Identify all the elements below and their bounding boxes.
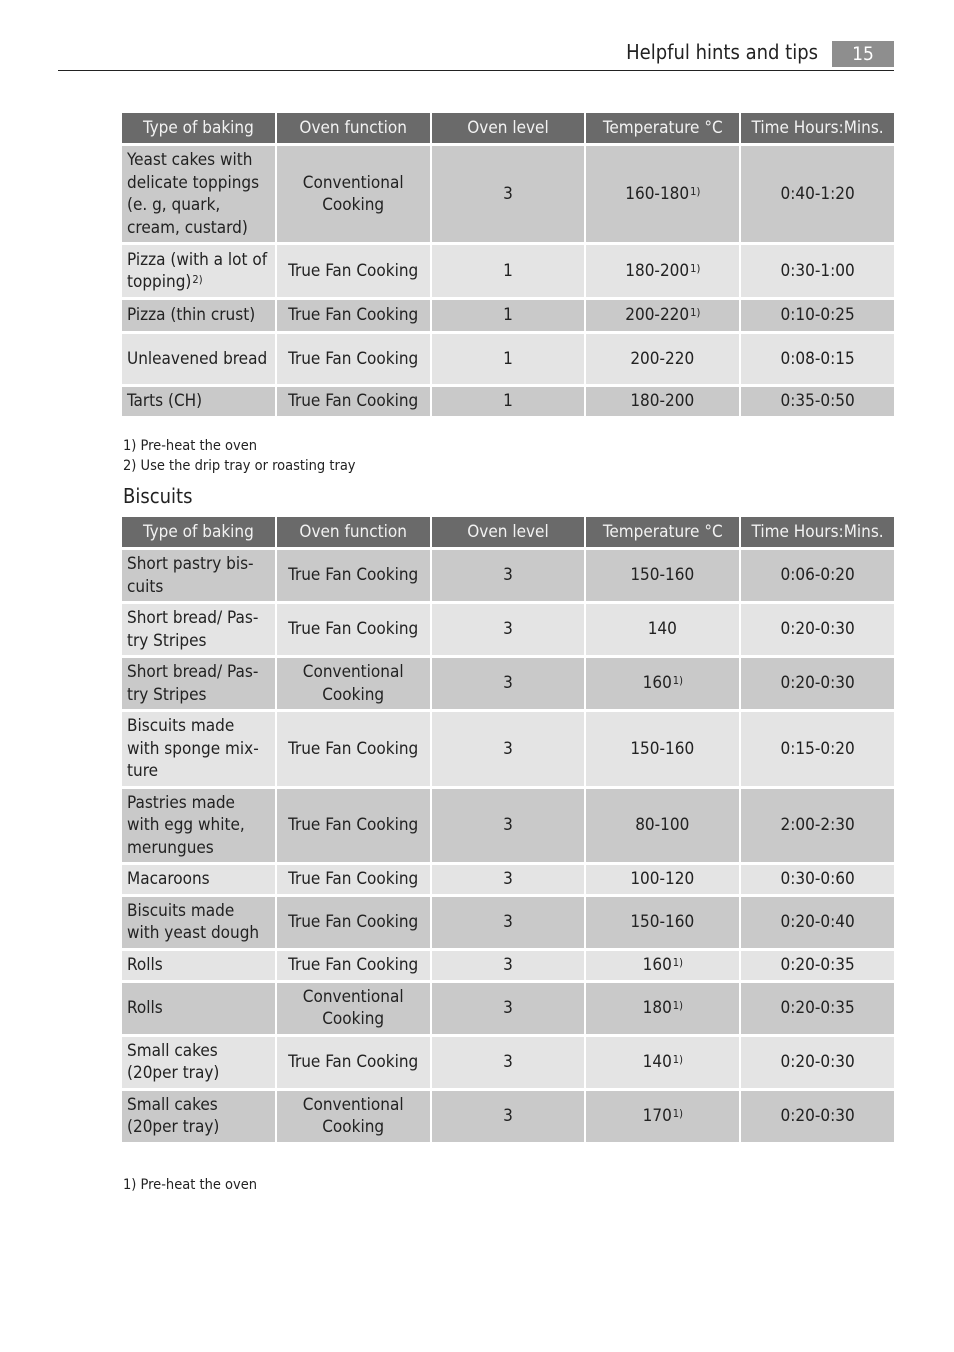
column-header-level: Oven level: [432, 517, 585, 547]
footnote-marker: 2): [192, 273, 203, 286]
cell-oven-level-text: 3: [503, 619, 513, 640]
cell-oven-function-text: True Fan Cooking: [288, 1051, 419, 1072]
cell-type-of-baking: [122, 897, 275, 948]
footnote-marker: 1): [672, 998, 683, 1012]
cell-temperature-text: 160: [642, 954, 672, 975]
cell-oven-function: [277, 604, 430, 655]
cell-oven-level-text: 3: [503, 954, 513, 975]
cell-type-of-baking-text: Rolls: [127, 997, 163, 1018]
cell-temperature: [586, 334, 739, 384]
cell-type-of-baking-text: Yeast cakes with delicate toppings (e. g, quark, cream, custard): [127, 150, 260, 238]
page-header-title: Helpful hints and tips: [626, 40, 818, 64]
cell-oven-level-text: 1: [503, 305, 513, 326]
cell-time-text: 0:20-0:30: [780, 1105, 855, 1126]
cell-type-of-baking: [122, 712, 275, 786]
column-header-type: Type of baking: [122, 517, 275, 547]
cell-oven-level-text: 3: [503, 869, 513, 889]
cell-time-text: 0:20-0:30: [780, 673, 855, 694]
table-row: [122, 245, 894, 297]
biscuits-table-body: [122, 550, 894, 1142]
cell-time: [741, 604, 894, 655]
cell-oven-function-text: Conventional Cooking: [302, 662, 404, 705]
cell-oven-level: [432, 1091, 585, 1142]
cell-oven-function-text: True Fan Cooking: [288, 869, 419, 889]
cell-temperature: [586, 300, 739, 331]
cell-oven-function-text: True Fan Cooking: [288, 305, 419, 326]
cell-temperature-text: 150-160: [630, 738, 695, 759]
cell-oven-function-text: True Fan Cooking: [288, 815, 419, 835]
cell-oven-level-text: 3: [503, 738, 513, 759]
cell-temperature: [586, 1091, 739, 1142]
cell-time-text: 0:20-0:30: [780, 1051, 855, 1072]
cell-type-of-baking-text: Small cakes (20per tray): [127, 1040, 220, 1083]
cell-type-of-baking-text: Short bread/ Pas-try Stripes: [127, 662, 259, 705]
cell-temperature-text: 150-160: [630, 911, 695, 932]
cell-oven-level: [432, 712, 585, 786]
footnote-preheat: 1) Pre-heat the oven: [123, 438, 258, 454]
table-row: [122, 658, 894, 709]
cell-oven-level-text: 3: [503, 1051, 513, 1072]
cell-time-text: 0:20-0:30: [780, 619, 855, 640]
cell-temperature: [586, 865, 739, 894]
cell-type-of-baking: [122, 983, 275, 1034]
cell-temperature: [586, 712, 739, 786]
cell-oven-level-text: 3: [503, 565, 513, 586]
column-header-function: Oven function: [277, 517, 430, 547]
cell-time: [741, 983, 894, 1034]
cell-type-of-baking: [122, 789, 275, 863]
table-row: [122, 897, 894, 948]
baking-table: [120, 110, 896, 419]
cell-oven-function: [277, 1091, 430, 1142]
table-header-row: [122, 113, 894, 143]
cell-time: [741, 712, 894, 786]
cell-type-of-baking: [122, 865, 275, 894]
cell-temperature: [586, 245, 739, 297]
cell-type-of-baking-text: Short pastry bis-cuits: [127, 554, 254, 597]
cell-type-of-baking: [122, 1037, 275, 1088]
cell-type-of-baking-text: Biscuits made with sponge mix-ture: [127, 716, 259, 781]
cell-temperature-text: 150-160: [630, 565, 695, 586]
cell-temperature-text: 180-200: [625, 260, 690, 281]
cell-temperature-text: 200-220: [625, 305, 690, 326]
cell-type-of-baking-text: Rolls: [127, 954, 163, 975]
column-header-temperature: Temperature °C: [586, 113, 739, 143]
cell-time-text: 0:20-0:35: [780, 954, 855, 975]
cell-time: [741, 550, 894, 601]
footnote-drip-tray: 2) Use the drip tray or roasting tray: [123, 458, 356, 474]
cell-temperature-text: 180: [642, 997, 672, 1018]
table-row: [122, 604, 894, 655]
cell-oven-function: [277, 146, 430, 242]
cell-type-of-baking: [122, 658, 275, 709]
table-row: [122, 983, 894, 1034]
cell-oven-level-text: 3: [503, 673, 513, 694]
cell-temperature-text: 100-120: [630, 869, 695, 889]
cell-time: [741, 387, 894, 416]
baking-table-body: [122, 146, 894, 416]
biscuits-table: [120, 514, 896, 1145]
cell-type-of-baking-text: Unleavened bread: [127, 348, 268, 369]
cell-oven-level-text: 1: [503, 391, 513, 412]
cell-temperature: [586, 658, 739, 709]
cell-oven-level-text: 3: [503, 183, 513, 204]
cell-time-text: 0:10-0:25: [780, 305, 855, 326]
table-row: [122, 300, 894, 331]
cell-oven-level-text: 3: [503, 997, 513, 1018]
cell-time: [741, 897, 894, 948]
cell-type-of-baking-text: Tarts (CH): [127, 391, 203, 412]
cell-time-text: 0:06-0:20: [780, 565, 855, 586]
cell-type-of-baking-text: Macaroons: [127, 869, 210, 889]
cell-oven-level: [432, 897, 585, 948]
table-row: [122, 951, 894, 980]
cell-oven-function-text: True Fan Cooking: [288, 391, 419, 412]
footnote-marker: 1): [690, 306, 701, 320]
footnote-preheat-biscuits: 1) Pre-heat the oven: [123, 1177, 258, 1193]
cell-temperature-text: 160-180: [625, 183, 690, 204]
cell-temperature: [586, 1037, 739, 1088]
column-header-function: Oven function: [277, 113, 430, 143]
cell-type-of-baking: [122, 334, 275, 384]
page-number: 15: [832, 41, 894, 67]
cell-time: [741, 951, 894, 980]
cell-type-of-baking: [122, 550, 275, 601]
cell-oven-function-text: True Fan Cooking: [288, 348, 419, 369]
cell-oven-function: [277, 550, 430, 601]
table-row: [122, 789, 894, 863]
cell-time: [741, 146, 894, 242]
cell-type-of-baking-text: Pizza (with a lot of topping): [127, 249, 268, 292]
cell-type-of-baking-text: Pastries made with egg white, merungues: [127, 792, 245, 858]
cell-type-of-baking: [122, 951, 275, 980]
cell-time-text: 0:08-0:15: [780, 348, 855, 369]
cell-type-of-baking-text: Pizza (thin crust): [127, 305, 256, 326]
cell-time-text: 0:35-0:50: [780, 391, 855, 412]
cell-temperature-text: 160: [642, 673, 672, 694]
cell-time-text: 0:20-0:35: [780, 997, 855, 1018]
cell-oven-level: [432, 550, 585, 601]
cell-temperature-text: 140: [642, 1051, 672, 1072]
cell-oven-function: [277, 658, 430, 709]
table-row: [122, 387, 894, 416]
cell-temperature-text: 170: [642, 1105, 672, 1126]
cell-oven-level-text: 1: [503, 348, 513, 369]
column-header-type: Type of baking: [122, 113, 275, 143]
cell-time: [741, 1037, 894, 1088]
cell-oven-function: [277, 789, 430, 863]
footnote-marker: 1): [672, 1052, 683, 1066]
cell-type-of-baking-text: Biscuits made with yeast dough: [127, 900, 260, 943]
cell-oven-level: [432, 1037, 585, 1088]
table-row: [122, 1037, 894, 1088]
cell-temperature-text: 80-100: [635, 815, 690, 835]
cell-oven-function: [277, 245, 430, 297]
header-rule: [58, 70, 894, 71]
cell-temperature: [586, 789, 739, 863]
cell-oven-level: [432, 865, 585, 894]
footnote-marker: 1): [672, 955, 683, 969]
cell-time-text: 0:30-0:60: [780, 869, 855, 889]
cell-temperature: [586, 146, 739, 242]
cell-oven-level: [432, 789, 585, 863]
cell-temperature-text: 140: [647, 619, 677, 640]
cell-oven-function-text: Conventional Cooking: [302, 986, 404, 1029]
cell-oven-function-text: Conventional Cooking: [302, 172, 404, 215]
cell-type-of-baking: [122, 300, 275, 331]
cell-temperature: [586, 387, 739, 416]
cell-temperature: [586, 897, 739, 948]
table-row: [122, 712, 894, 786]
footnote-marker: 1): [690, 184, 701, 198]
cell-type-of-baking: [122, 146, 275, 242]
footnote-marker: 1): [672, 1106, 683, 1120]
table-row: [122, 1091, 894, 1142]
cell-oven-level: [432, 146, 585, 242]
cell-oven-level-text: 3: [503, 911, 513, 932]
cell-oven-function-text: True Fan Cooking: [288, 911, 419, 932]
cell-oven-function: [277, 334, 430, 384]
cell-oven-function-text: True Fan Cooking: [288, 260, 419, 281]
table-row: [122, 865, 894, 894]
cell-oven-function-text: True Fan Cooking: [288, 619, 419, 640]
cell-oven-level: [432, 387, 585, 416]
cell-oven-function-text: True Fan Cooking: [288, 565, 419, 586]
cell-time-text: 2:00-2:30: [780, 815, 855, 835]
cell-type-of-baking: [122, 387, 275, 416]
cell-oven-function-text: Conventional Cooking: [302, 1094, 404, 1137]
section-heading-biscuits: Biscuits: [123, 484, 193, 508]
column-header-temperature: Temperature °C: [586, 517, 739, 547]
cell-temperature: [586, 951, 739, 980]
cell-time-text: 0:15-0:20: [780, 738, 855, 759]
table-row: [122, 334, 894, 384]
cell-time-text: 0:30-1:00: [780, 260, 855, 281]
table-row: [122, 146, 894, 242]
cell-time: [741, 658, 894, 709]
table-row: [122, 550, 894, 601]
cell-temperature-text: 200-220: [630, 348, 695, 369]
table-header-row: [122, 517, 894, 547]
cell-oven-function: [277, 300, 430, 331]
cell-oven-function: [277, 865, 430, 894]
cell-temperature: [586, 604, 739, 655]
cell-oven-level: [432, 334, 585, 384]
cell-oven-level-text: 1: [503, 260, 513, 281]
cell-oven-function-text: True Fan Cooking: [288, 738, 419, 759]
cell-oven-function: [277, 983, 430, 1034]
cell-oven-function-text: True Fan Cooking: [288, 954, 419, 975]
cell-temperature-text: 180-200: [630, 391, 695, 412]
cell-oven-function: [277, 1037, 430, 1088]
cell-time: [741, 334, 894, 384]
cell-time-text: 0:20-0:40: [780, 911, 855, 932]
column-header-time: Time Hours:Mins.: [741, 517, 894, 547]
cell-temperature: [586, 550, 739, 601]
cell-type-of-baking-text: Small cakes (20per tray): [127, 1094, 220, 1137]
footnote-marker: 1): [672, 674, 683, 688]
cell-oven-function: [277, 387, 430, 416]
cell-oven-level: [432, 658, 585, 709]
cell-type-of-baking-text: Short bread/ Pas-try Stripes: [127, 608, 259, 651]
cell-time-text: 0:40-1:20: [780, 183, 855, 204]
cell-oven-level: [432, 245, 585, 297]
cell-oven-function: [277, 951, 430, 980]
footnote-marker: 1): [690, 261, 701, 275]
cell-oven-level-text: 3: [503, 1105, 513, 1126]
cell-oven-function: [277, 712, 430, 786]
column-header-level: Oven level: [432, 113, 585, 143]
cell-time: [741, 1091, 894, 1142]
cell-type-of-baking: [122, 604, 275, 655]
cell-oven-level: [432, 951, 585, 980]
cell-oven-level-text: 3: [503, 815, 513, 835]
cell-temperature: [586, 983, 739, 1034]
cell-time: [741, 865, 894, 894]
cell-oven-level: [432, 300, 585, 331]
cell-oven-level: [432, 604, 585, 655]
cell-type-of-baking: [122, 245, 275, 297]
cell-time: [741, 245, 894, 297]
cell-oven-level: [432, 983, 585, 1034]
cell-time: [741, 789, 894, 863]
cell-time: [741, 300, 894, 331]
column-header-time: Time Hours:Mins.: [741, 113, 894, 143]
cell-type-of-baking: [122, 1091, 275, 1142]
cell-oven-function: [277, 897, 430, 948]
